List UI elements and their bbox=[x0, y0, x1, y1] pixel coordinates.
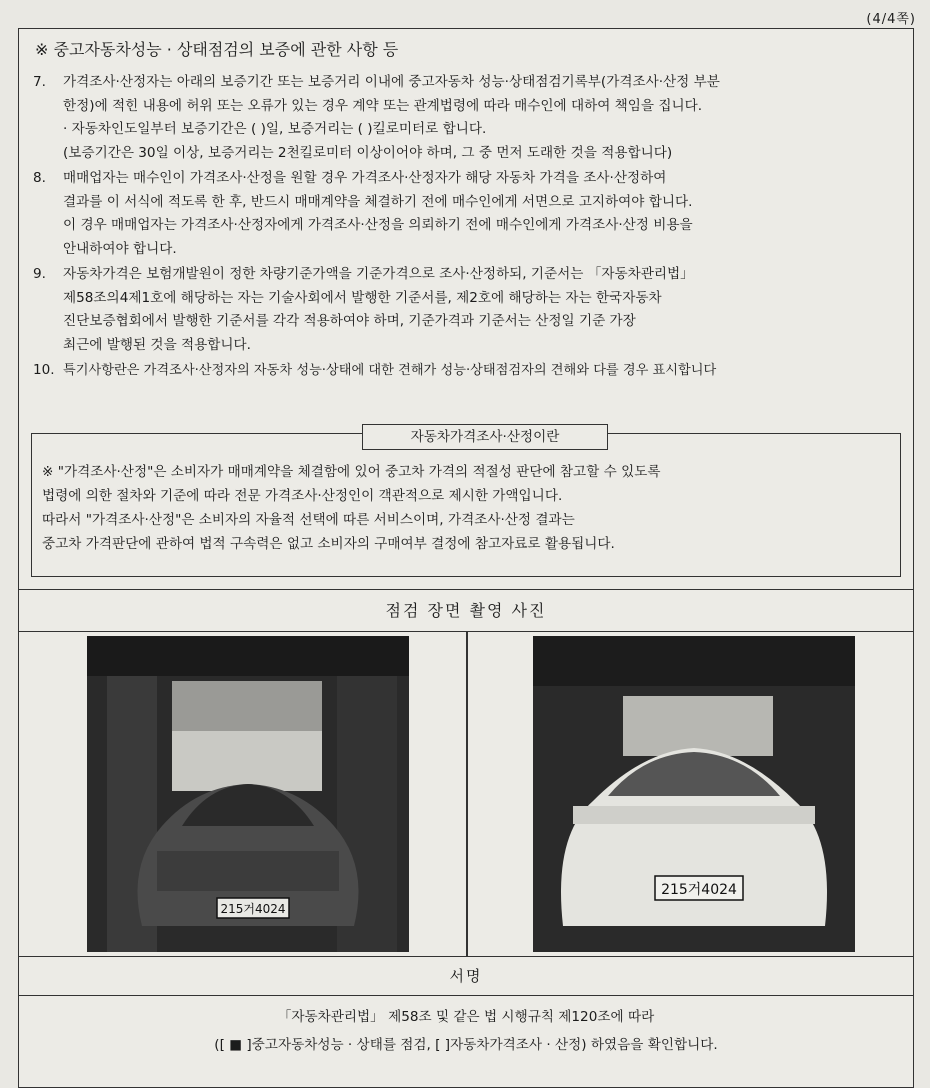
rear-car-photo bbox=[533, 636, 855, 952]
signature-statement bbox=[19, 1003, 913, 1059]
front-car-photo bbox=[87, 636, 409, 952]
front-license-plate: 215거4024 bbox=[220, 902, 286, 916]
item-line: 결과를 이 서식에 적도록 한 후, 반드시 매매계약을 체결하기 전에 매수인에게 서면으로 고지하여야 합니다. bbox=[63, 193, 693, 210]
notice-item-10 bbox=[33, 359, 903, 383]
note-box-label: 자동차가격조사·산정이란 bbox=[362, 424, 608, 450]
price-assessment-note-box bbox=[31, 429, 901, 577]
signature-line-1: 「자동차관리법」 제58조 및 같은 법 시행규칙 제120조에 따라 bbox=[277, 1009, 655, 1025]
notice-item-8 bbox=[33, 167, 903, 261]
photo-divider bbox=[466, 632, 468, 956]
item-number: 10. bbox=[33, 362, 55, 378]
page-number: (4/4쪽) bbox=[866, 12, 916, 27]
item-line: · 자동차인도일부터 보증기간은 ( )일, 보증거리는 ( )킬로미터로 합니다. bbox=[63, 121, 487, 137]
note-box-body bbox=[42, 460, 660, 556]
item-line: (보증기간은 30일 이상, 보증거리는 2천킬로미터 이상이어야 하며, 그 중 먼저 도래한 것을 적용합니다) bbox=[63, 144, 673, 161]
signature-line-2: ([ ■ ]중고자동차성능 · 상태를 점검, [ ]자동차가격조사 · 산정) 하였음을 확인합니다. bbox=[214, 1037, 718, 1053]
notice-title: ※ 중고자동차성능 · 상태점검의 보증에 관한 사항 등 bbox=[35, 40, 399, 59]
note-line: ※ "가격조사·산정"은 소비자가 매매계약을 체결함에 있어 중고차 가격의 적절성 판단에 참고할 수 있도록 bbox=[42, 464, 661, 480]
notice-item-9 bbox=[33, 263, 903, 357]
item-line: 안내하여야 합니다. bbox=[63, 240, 177, 257]
item-line: 매매업자는 매수인이 가격조사·산정을 원할 경우 가격조사·산정자가 해당 자동차 가격을 조사·산정하여 bbox=[63, 170, 667, 186]
notice-items bbox=[33, 71, 903, 385]
inspection-photos bbox=[19, 632, 913, 957]
note-line: 따라서 "가격조사·산정"은 소비자의 자율적 선택에 따른 서비스이며, 가격조사·산정 결과는 bbox=[42, 512, 575, 528]
item-number: 8. bbox=[33, 170, 46, 186]
item-line: 최근에 발행된 것을 적용합니다. bbox=[63, 336, 251, 353]
note-line: 법령에 의한 절차와 기준에 따라 전문 가격조사·산정인이 객관적으로 제시한 가액입니다. bbox=[42, 488, 563, 504]
inspection-photo-title: 점검 장면 촬영 사진 bbox=[19, 591, 913, 632]
notice-item-7 bbox=[33, 71, 903, 165]
item-line: 진단보증협회에서 발행한 기준서를 각각 적용하여야 하며, 기준가격과 기준서는 산정일 기준 가장 bbox=[63, 313, 636, 329]
item-line: 이 경우 매매업자는 가격조사·산정자에게 가격조사·산정을 의뢰하기 전에 매수인에게 가격조사·산정 비용을 bbox=[63, 217, 693, 233]
item-line: 자동차가격은 보험개발원이 정한 차량기준가액을 기준가격으로 조사·산정하되, 기준서는 「자동차관리법」 bbox=[63, 266, 694, 282]
item-line: 가격조사·산정자는 아래의 보증기간 또는 보증거리 이내에 중고자동차 성능·상태점검기록부(가격조사·산정 부분 bbox=[63, 74, 720, 90]
note-line: 중고차 가격판단에 관하여 법적 구속력은 없고 소비자의 구매여부 결정에 참고자료로 활용됩니다. bbox=[42, 536, 615, 552]
form-frame bbox=[18, 28, 914, 1088]
warranty-notice-section bbox=[19, 29, 913, 590]
item-line: 특기사항란은 가격조사·산정자의 자동차 성능·상태에 대한 견해가 성능·상태점검자의 견해와 다를 경우 표시합니다 bbox=[63, 363, 717, 378]
item-line: 제58조의4제1호에 해당하는 자는 기술사회에서 발행한 기준서를, 제2호에 해당하는 자는 한국자동차 bbox=[63, 289, 662, 306]
rear-license-plate: 215거4024 bbox=[661, 882, 737, 898]
item-number: 9. bbox=[33, 266, 46, 282]
signature-title: 서명 bbox=[19, 957, 913, 996]
item-line: 한정)에 적힌 내용에 허위 또는 오류가 있는 경우 계약 또는 관계법령에 따라 매수인에 대하여 책임을 집니다. bbox=[63, 97, 703, 114]
item-number: 7. bbox=[33, 74, 46, 90]
